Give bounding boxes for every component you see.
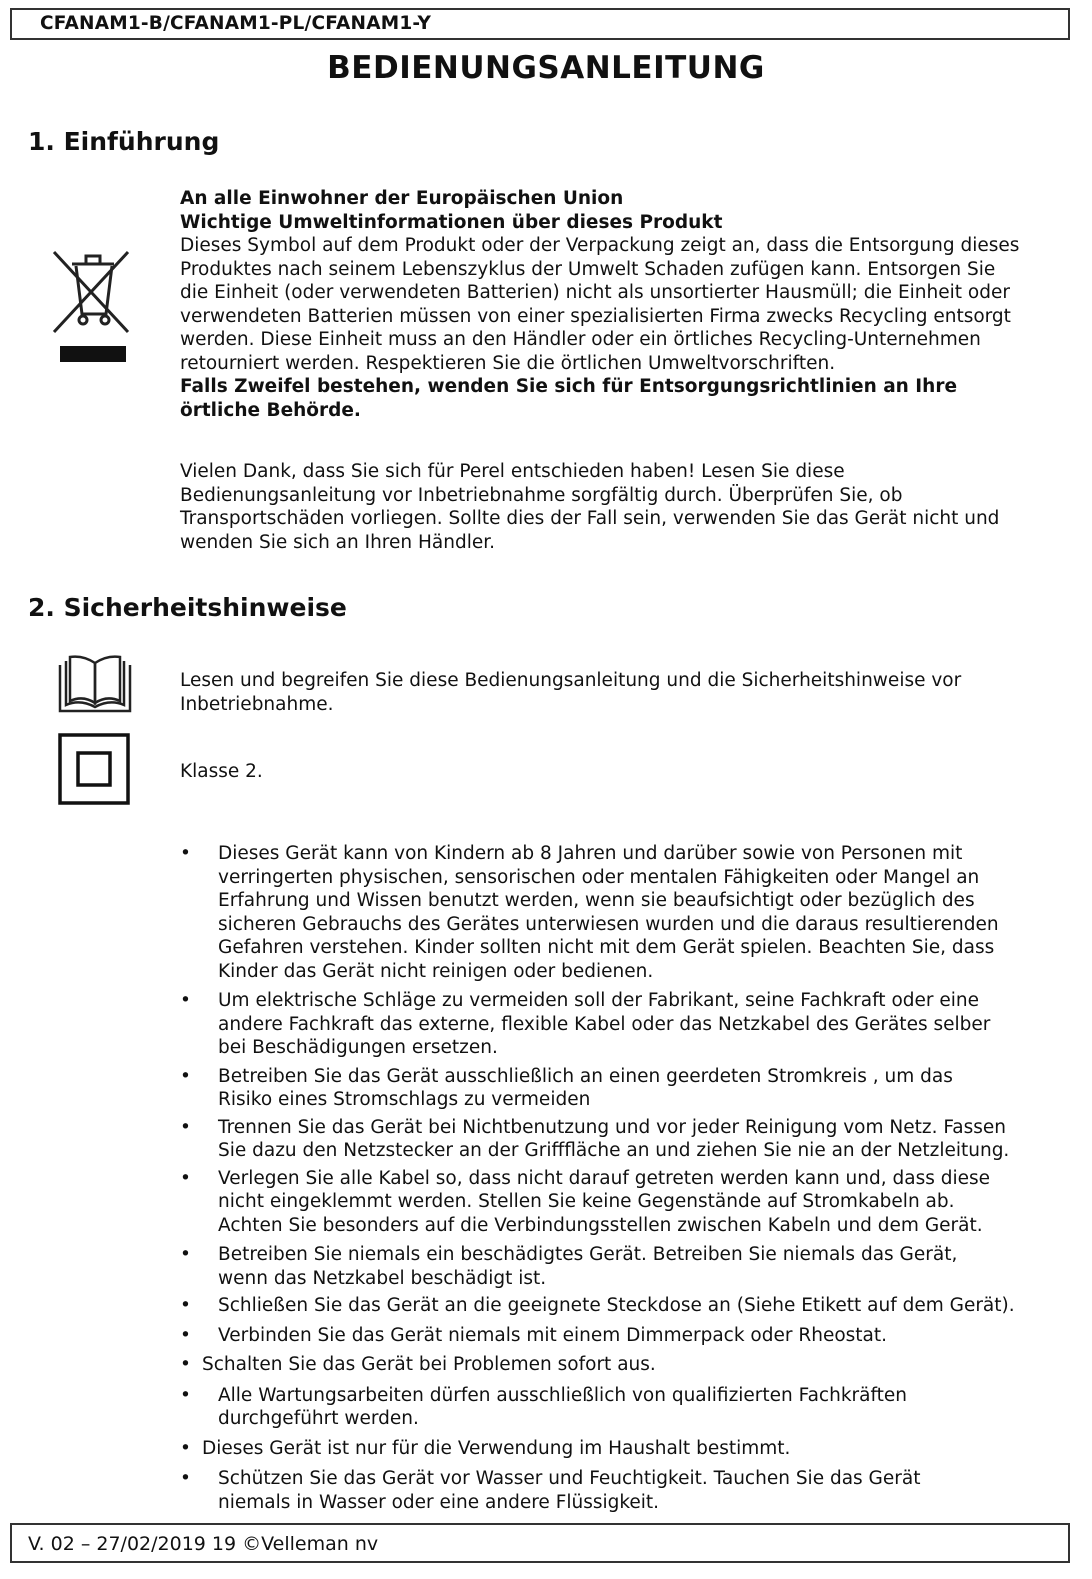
list-item: • Dieses Gerät kann von Kindern ab 8 Jahren und darüber sowie von Personen mit verringerten physischen, sensorischen oder mentalen Fähigkeiten oder Mangel an Erfahrung und Wissen benutzt werden, wenn sie beaufsichtigt oder bezüglich des sicheren Gebrauchs des Gerätes unterwiesen wurden und die daraus resultierenden Gefahren verstehen. Kinder sollten nicht mit dem Gerät spielen. Beachten Sie, dass Kinder das Gerät nicht reinigen oder bedienen.: [180, 842, 1060, 983]
list-item: • Betreiben Sie das Gerät ausschließlich an einen geerdeten Stromkreis , um das Risiko eines Stromschlags zu vermeiden: [180, 1065, 1060, 1112]
read-manual-line: Inbetriebnahme.: [180, 693, 334, 715]
weee-line: werden. Diese Einheit muss an den Händler oder ein örtliches Recycling-Unternehmen: [180, 329, 981, 350]
read-manual-text: [180, 669, 1060, 716]
footer-version: V. 02 – 27/02/2019 19 ©Velleman nv: [28, 1533, 379, 1555]
list-item: • Verlegen Sie alle Kabel so, dass nicht darauf getreten werden kann und, dass diese nicht eingeklemmt werden. Stellen Sie keine Gegenstände auf Stromkabeln ab. Achten Sie besonders auf die Verbindungsstellen zwischen Kabeln und dem Gerät.: [180, 1167, 1060, 1238]
footer-box: [10, 1523, 1070, 1563]
header-box: [10, 8, 1070, 40]
list-item: • Verbinden Sie das Gerät niemals mit einem Dimmerpack oder Rheostat.: [180, 1324, 1060, 1348]
model-header: CFANAM1-B/CFANAM1-PL/CFANAM1-Y: [40, 13, 432, 34]
thanks-line: wenden Sie sich an Ihren Händler.: [180, 531, 496, 553]
weee-line: retourniert werden. Respektieren Sie die örtlichen Umweltvorschriften.: [180, 352, 836, 374]
list-item: • Schalten Sie das Gerät bei Problemen sofort aus.: [180, 1353, 1060, 1377]
safety-bullet-list: [180, 842, 1060, 1514]
section-1-heading: 1. Einführung: [28, 127, 220, 156]
list-item: • Schließen Sie das Gerät an die geeignete Steckdose an (Siehe Etikett auf dem Gerät).: [180, 1294, 1060, 1318]
weee-line: Dieses Symbol auf dem Produkt oder der Verpackung zeigt an, dass die Entsorgung dieses: [180, 235, 1020, 256]
thanks-paragraph: [180, 460, 1060, 554]
list-item: • Alle Wartungsarbeiten dürfen ausschließlich von qualifizierten Fachkräften durchgeführt werden.: [180, 1384, 1060, 1431]
environment-info-heading: Wichtige Umweltinformationen über dieses Produkt: [180, 211, 723, 233]
weee-line: verwendeten Batterien müssen von einer spezialisierten Firma zwecks Recycling entsorgt: [180, 305, 1011, 327]
section-1-text: [180, 187, 1060, 422]
class-2-text: Klasse 2.: [180, 761, 263, 782]
weee-bin-icon: [52, 250, 132, 368]
weee-line: die Einheit (oder verwendeten Batterien) nicht als unsortierter Hausmüll; die Einheit oder: [180, 282, 1010, 303]
list-item: • Betreiben Sie niemals ein beschädigtes Gerät. Betreiben Sie niemals das Gerät, wenn das Netzkabel beschädigt ist.: [180, 1243, 1060, 1290]
eu-residents-heading: An alle Einwohner der Europäischen Union: [180, 188, 624, 209]
list-item: • Dieses Gerät ist nur für die Verwendung im Haushalt bestimmt.: [180, 1437, 1060, 1461]
list-item: • Trennen Sie das Gerät bei Nichtbenutzung und vor jeder Reinigung vom Netz. Fassen Sie dazu den Netzstecker an der Grifffläche an und ziehen Sie nie an der Netzleitung.: [180, 1116, 1060, 1163]
thanks-line: Bedienungsanleitung vor Inbetriebnahme sorgfältig durch. Überprüfen Sie, ob: [180, 484, 903, 506]
list-item: • Schützen Sie das Gerät vor Wasser und Feuchtigkeit. Tauchen Sie das Gerät niemals in Wasser oder eine andere Flüssigkeit.: [180, 1467, 1060, 1514]
doubt-notice-line: örtliche Behörde.: [180, 399, 361, 421]
section-2-heading: 2. Sicherheitshinweise: [28, 593, 347, 622]
weee-line: Produktes nach seinem Lebenszyklus der Umwelt Schaden zufügen kann. Entsorgen Sie: [180, 258, 996, 280]
list-item: • Um elektrische Schläge zu vermeiden soll der Fabrikant, seine Fachkraft oder eine andere Fachkraft das externe, flexible Kabel oder das Netzkabel des Gerätes selber bei Beschädigungen ersetzen.: [180, 989, 1060, 1060]
thanks-line: Transportschäden vorliegen. Sollte dies der Fall sein, verwenden Sie das Gerät nicht und: [180, 508, 1000, 529]
read-manual-icon: [56, 655, 134, 717]
doubt-notice-line: Falls Zweifel bestehen, wenden Sie sich für Entsorgungsrichtlinien an Ihre: [180, 376, 958, 397]
read-manual-line: Lesen und begreifen Sie diese Bedienungsanleitung und die Sicherheitshinweise vor: [180, 670, 962, 691]
class-2-icon: [58, 733, 130, 805]
thanks-line: Vielen Dank, dass Sie sich für Perel entschieden haben! Lesen Sie diese: [180, 461, 845, 482]
page-title: BEDIENUNGSANLEITUNG: [327, 50, 765, 86]
